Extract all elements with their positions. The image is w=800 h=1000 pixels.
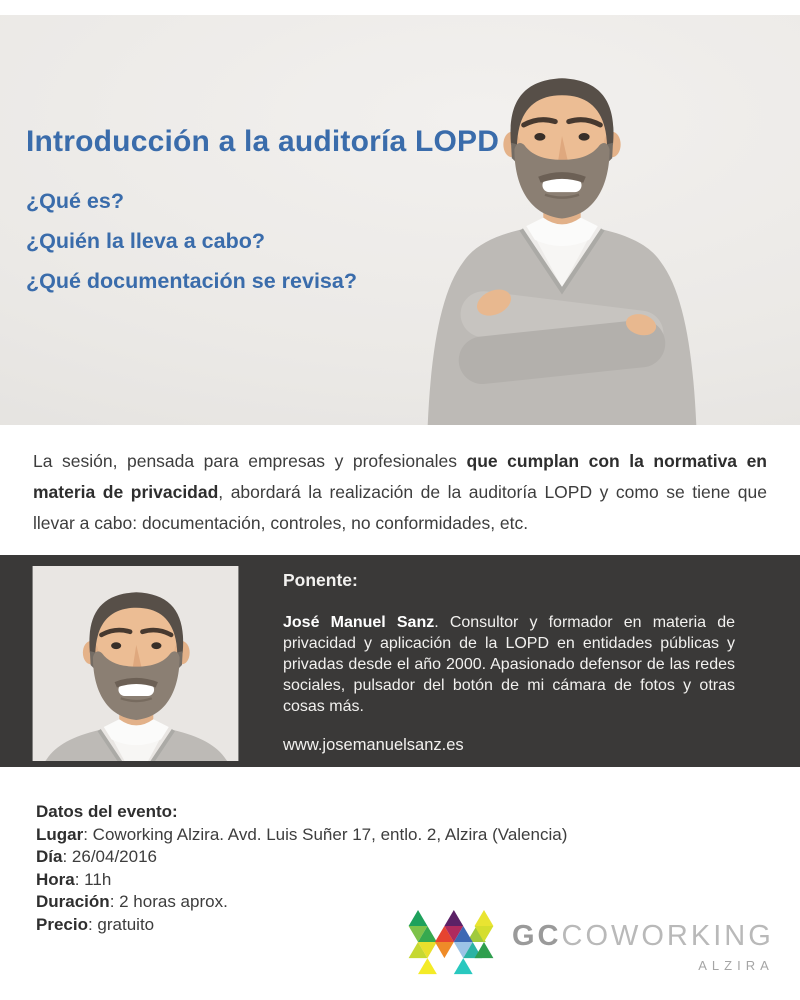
event-label-duracion: Duración — [36, 892, 110, 912]
event-value-dia: : 26/04/2016 — [62, 847, 157, 867]
event-row-hora — [36, 869, 800, 892]
hero-section — [0, 15, 800, 425]
intro-text-before: La sesión, pensada para empresas y profesionales — [33, 451, 467, 471]
speaker-band — [0, 555, 800, 767]
event-row-dia — [36, 846, 800, 869]
page-title: Introducción a la auditoría LOPD — [26, 125, 500, 158]
intro-text-bold: que cumplan con la normativa en materia de privacidad — [33, 451, 767, 502]
hero-question-1: ¿Qué es? — [26, 189, 124, 213]
event-row-lugar — [36, 824, 800, 847]
intro-paragraph — [33, 446, 767, 539]
speaker-website: www.josemanuelsanz.es — [283, 736, 464, 754]
brand-sub-text: ALZIRA — [698, 958, 774, 973]
event-value-duracion: : 2 horas aprox. — [109, 892, 228, 912]
event-value-precio: : gratuito — [87, 914, 155, 934]
brand-gc-text: GC — [512, 920, 562, 952]
top-white-strip — [0, 0, 800, 15]
logo-w-icon — [402, 905, 500, 981]
speaker-photo — [32, 566, 239, 761]
event-label-hora: Hora — [36, 869, 75, 889]
event-value-lugar: : Coworking Alzira. Avd. Luis Suñer 17, entlo. 2, Alzira (Valencia) — [83, 824, 568, 844]
event-label-dia: Día — [36, 847, 63, 867]
brand-coworking-text: COWORKING — [561, 920, 774, 952]
hero-text-block — [26, 125, 499, 301]
event-heading — [36, 801, 800, 824]
intro-section — [0, 425, 800, 555]
speaker-bio-text: . Consultor y formador en materia de privacidad y aplicación de la LOPD en entidades públicas y privadas desde el año 2000. Apasionado defensor de las redes sociales, pulsador del botón de mi cámara de fotos y otras cosas más. — [283, 614, 736, 715]
speaker-bio — [283, 612, 735, 717]
brand-name — [512, 921, 774, 951]
event-label-lugar: Lugar — [36, 824, 84, 844]
brand-text-block — [512, 921, 774, 973]
intro-text-after: , abordará la realización de la auditoría LOPD y como se tiene que llevar a cabo: documentación, controles, no conformidades, etc. — [33, 482, 767, 533]
speaker-text-block — [283, 566, 735, 767]
event-value-hora: : 11h — [74, 869, 112, 889]
event-section — [0, 767, 800, 1000]
speaker-heading: Ponente: — [283, 570, 358, 590]
event-label-precio: Precio — [36, 914, 88, 934]
event-heading-text: Datos del evento: — [36, 802, 178, 821]
speaker-name: José Manuel Sanz — [283, 614, 435, 631]
gc-coworking-logo — [402, 905, 774, 981]
hero-question-3: ¿Qué documentación se revisa? — [26, 269, 357, 293]
hero-question-2: ¿Quién la lleva a cabo? — [26, 229, 265, 253]
